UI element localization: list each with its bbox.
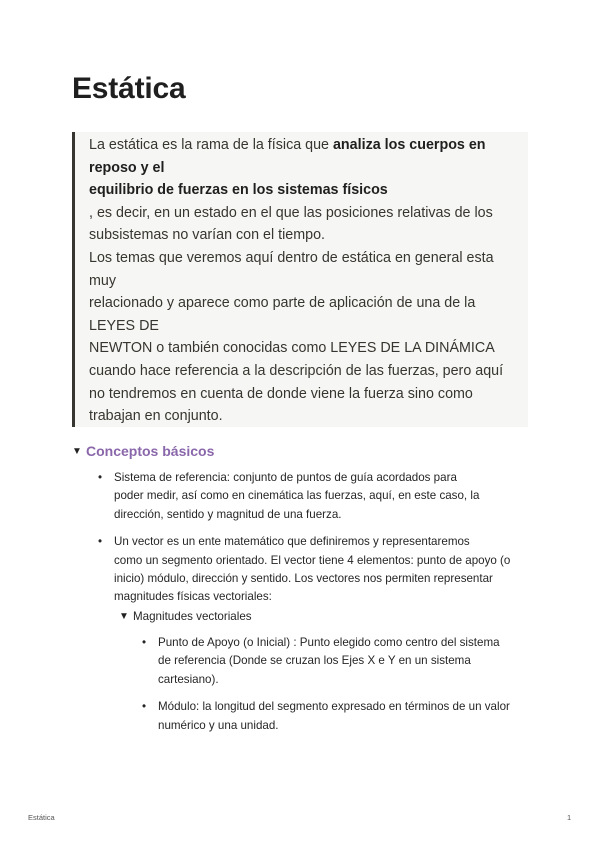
intro-line: muy	[89, 272, 117, 289]
intro-line: reposo y el	[89, 159, 165, 176]
sub-heading: Magnitudes vectoriales	[133, 610, 252, 623]
intro-line: LEYES DE	[89, 317, 159, 334]
intro-line: La estática es la rama de la física que analiza los cuerpos en	[89, 137, 486, 153]
list-item: • Un vector es un ente matemático que definiremos y representaremos como un segmento orientado. El vector tiene 4 elementos: punto de apoyo (o inicio) módulo, dirección y sentido. Los vectores nos permiten representar magnitudes físicas vectoriales:	[98, 533, 510, 607]
intro-line: equilibrio de fuerzas en los sistemas físicos	[89, 182, 388, 199]
page-number: 1	[567, 813, 572, 822]
page-title: Estática	[72, 72, 186, 105]
list-item: • Punto de Apoyo (o Inicial) : Punto elegido como centro del sistema de referencia (Donde se cruzan los Ejes X e Y en un sistema cartesiano).	[142, 634, 510, 689]
triangle-down-icon[interactable]: ▼	[72, 445, 82, 457]
magnitudes-list	[142, 634, 510, 735]
triangle-down-icon[interactable]: ▼	[119, 611, 129, 622]
list-item: • Sistema de referencia: conjunto de puntos de guía acordados para poder medir, así como en cinemática las fuerzas, aquí, en este caso, la dirección, sentido y magnitud de una fuerza.	[98, 469, 510, 524]
section-heading: Conceptos básicos	[86, 443, 215, 459]
intro-callout	[72, 132, 528, 427]
intro-line: subsistemas no varían con el tiempo.	[89, 227, 326, 244]
intro-line: Los temas que veremos aquí dentro de estática en general esta	[89, 249, 494, 266]
toggle-magnitudes-vectoriales[interactable]	[119, 610, 252, 623]
intro-line: cuando hace referencia a la descripción de las fuerzas, pero aquí	[89, 362, 504, 379]
intro-line: relacionado y aparece como parte de aplicación de una de la	[89, 295, 476, 312]
intro-line: trabajan en conjunto.	[89, 408, 223, 425]
intro-line: no tendremos en cuenta de donde viene la fuerza sino como	[89, 385, 473, 402]
intro-line: NEWTON o también conocidas como LEYES DE LA DINÁMICA	[89, 340, 495, 357]
concepts-list	[98, 469, 510, 607]
intro-line: , es decir, en un estado en el que las posiciones relativas de los	[89, 204, 493, 221]
footer-title: Estática	[28, 813, 55, 822]
list-item: • Módulo: la longitud del segmento expresado en términos de un valor numérico y una unidad.	[142, 698, 510, 735]
toggle-conceptos-basicos[interactable]	[72, 443, 214, 459]
